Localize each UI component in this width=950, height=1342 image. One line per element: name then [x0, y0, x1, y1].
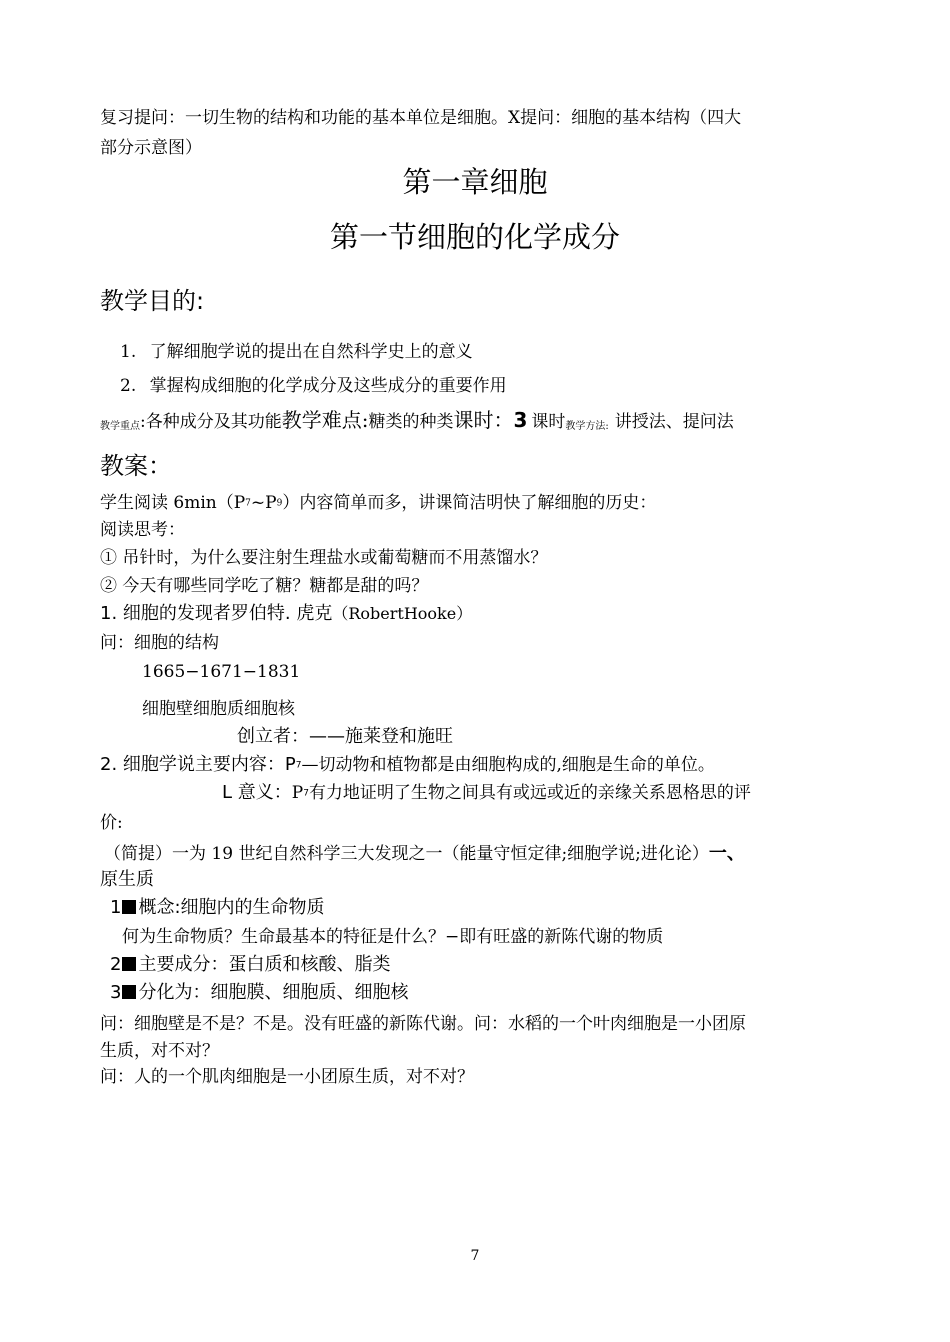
- objective-text: 了解细胞学说的提出在自然科学史上的意义: [149, 342, 473, 362]
- page-ref-subscript: 7: [303, 788, 309, 799]
- square-bullet-icon: [122, 985, 136, 999]
- point-text: 分化为：细胞膜、细胞质、细胞核: [138, 982, 409, 1003]
- page-number: 7: [470, 1248, 480, 1264]
- discoverer-line: [100, 599, 472, 625]
- ask-structure: 问：细胞的结构: [100, 633, 219, 653]
- square-bullet-icon: [122, 957, 136, 971]
- protoplasm-point-2: [110, 950, 390, 976]
- point-number: 2: [110, 954, 122, 975]
- lesson-meta-line: [100, 404, 734, 433]
- cell-theory-title: 2. 细胞学说主要内容：: [100, 754, 285, 775]
- page-ref-subscript: 7: [295, 760, 302, 771]
- section-title: 第一节细胞的化学成分: [329, 220, 620, 254]
- point-text: 主要成分：蛋白质和核酸、脂类: [138, 954, 391, 975]
- chapter-title: 第一章细胞: [402, 165, 548, 199]
- meaning-line: [222, 778, 751, 804]
- qa-line-1-continuation: 生质，对不对？: [100, 1041, 219, 1061]
- cell-theory-line: [100, 750, 715, 776]
- founders-line: 创立者：——施莱登和施旺: [237, 726, 453, 747]
- key-points-text: :各种成分及其功能: [140, 412, 282, 432]
- hours-unit: 课时: [531, 412, 566, 432]
- reading-subscript: 9: [276, 498, 283, 509]
- objective-number: 1.: [120, 342, 137, 362]
- plan-heading: 教案：: [100, 452, 172, 480]
- brief-line: [104, 839, 745, 865]
- qa-line-1: 问：细胞壁是不是？不是。没有旺盛的新陈代谢。问：水稻的一个叶肉细胞是一小团原: [100, 1014, 746, 1034]
- question-2: ② 今天有哪些同学吃了糖？糖都是甜的吗？: [100, 576, 429, 596]
- square-bullet-icon: [122, 900, 136, 914]
- cell-parts: 细胞壁细胞质细胞核: [142, 699, 295, 719]
- method-text: 讲授法、提问法: [614, 412, 734, 432]
- protoplasm-question: 何为生命物质？生命最基本的特征是什么？−即有旺盛的新陈代谢的物质: [122, 927, 664, 947]
- difficulty-label: 教学难点:: [281, 408, 369, 432]
- point-text: 概念:细胞内的生命物质: [138, 897, 325, 918]
- meaning-label: L 意义：: [222, 782, 292, 803]
- hours-label: 课时：: [453, 408, 514, 432]
- cell-theory-text: —切动物和植物都是由细胞构成的,细胞是生命的单位。: [301, 755, 715, 775]
- point-number: 1: [110, 897, 122, 918]
- think-heading: 阅读思考：: [100, 520, 185, 540]
- objective-item-1: [120, 337, 473, 362]
- intro-line-1: 复习提问：一切生物的结构和功能的基本单位是细胞。X提问：细胞的基本结构（四大: [100, 108, 742, 128]
- discoverer-name: （RobertHooke）: [332, 604, 473, 623]
- discoverer-title: 1. 细胞的发现者罗伯特. 虎克: [100, 603, 333, 624]
- reading-subscript: 7: [245, 498, 251, 509]
- meaning-text: 有力地证明了生物之间具有或远或近的亲缘关系恩格思的评: [308, 783, 751, 803]
- question-1: ① 吊针时，为什么要注射生理盐水或葡萄糖而不用蒸馏水？: [100, 548, 548, 568]
- meaning-continuation: 价:: [100, 813, 123, 833]
- section-number: 一、: [708, 843, 745, 864]
- page-ref: P: [284, 754, 296, 775]
- method-label: 教学方法:: [565, 421, 609, 432]
- point-number: 3: [110, 982, 122, 1003]
- reading-line: [100, 488, 656, 513]
- objective-text: 掌握构成细胞的化学成分及这些成分的重要作用: [149, 376, 507, 396]
- reading-text: 学生阅读 6min（P: [100, 493, 246, 513]
- protoplasm-point-3: [110, 978, 408, 1004]
- key-points-label: 教学重点: [100, 421, 140, 432]
- qa-line-2: 问：人的一个肌肉细胞是一小团原生质，对不对？: [100, 1067, 474, 1087]
- reading-text: ）内容简单而多，讲课简洁明快了解细胞的历史：: [282, 493, 657, 513]
- reading-text: ~P: [250, 493, 277, 513]
- history-years: 1665−1671−1831: [142, 662, 301, 682]
- intro-line-2: 部分示意图）: [100, 138, 202, 158]
- brief-text: （简提）一为 19 世纪自然科学三大发现之一（能量守恒定律;细胞学说;进化论）: [104, 844, 709, 864]
- objectives-heading: 教学目的:: [100, 287, 205, 315]
- objective-number: 2.: [120, 376, 137, 396]
- protoplasm-point-1: [110, 893, 325, 919]
- hours-value: 3: [513, 408, 528, 432]
- protoplasm-heading: 原生质: [100, 869, 154, 890]
- difficulty-text: 糖类的种类: [368, 412, 454, 432]
- objective-item-2: [120, 371, 507, 396]
- page-ref: P: [291, 783, 304, 803]
